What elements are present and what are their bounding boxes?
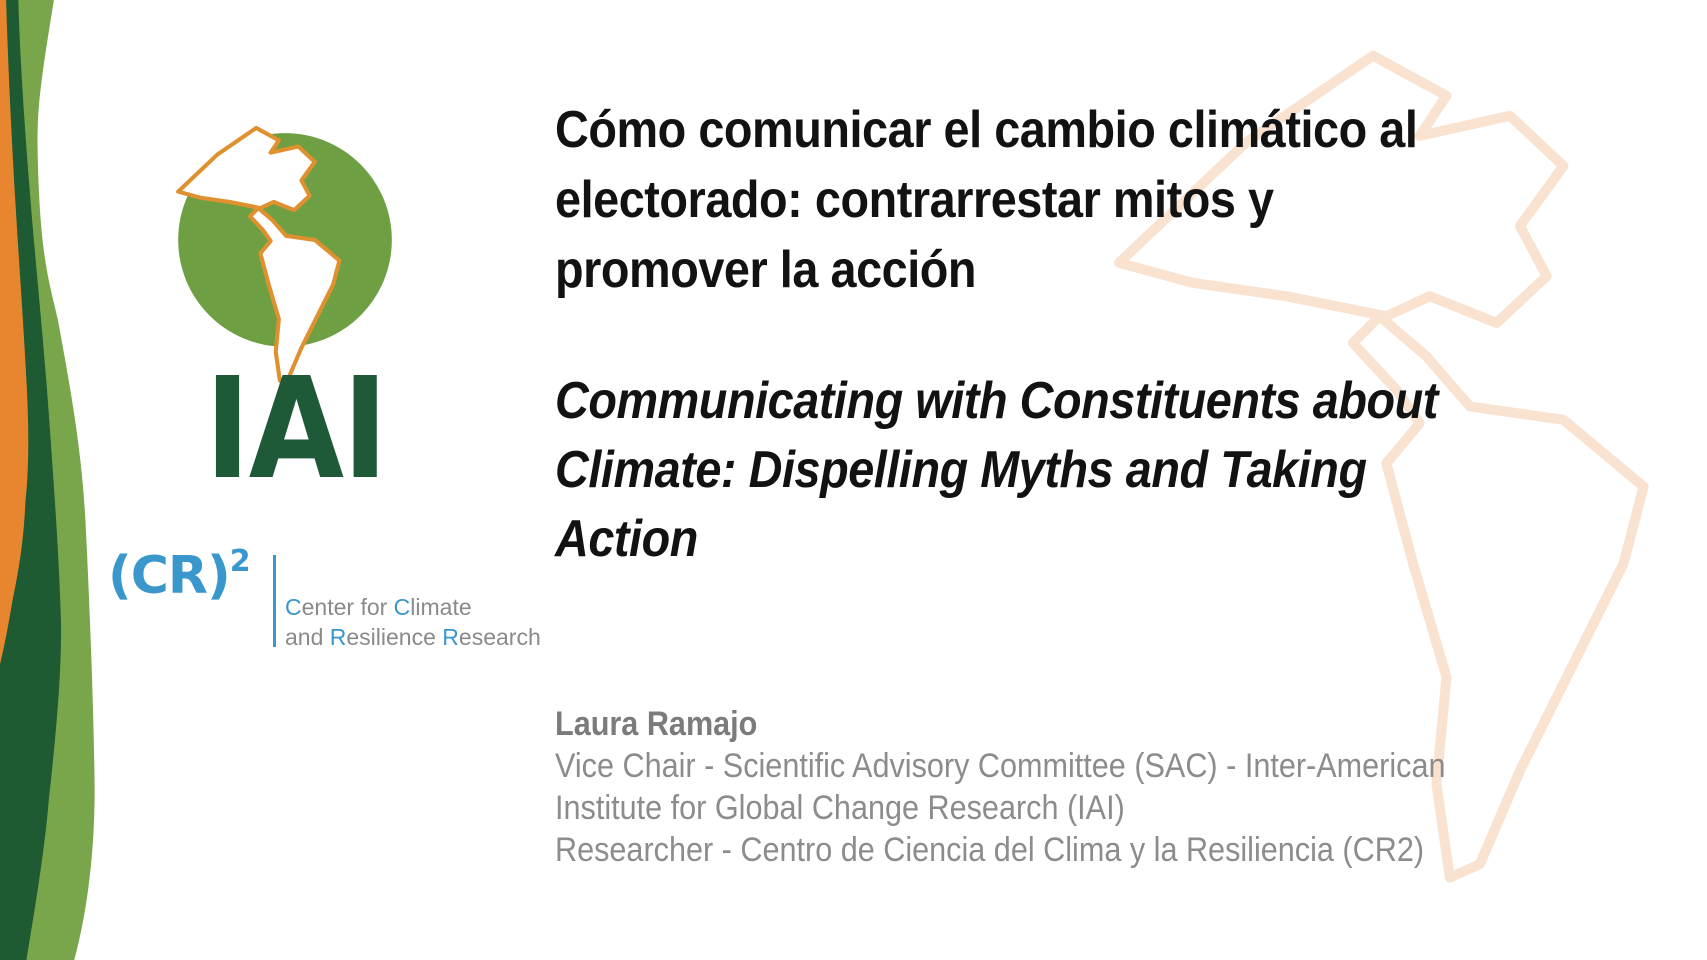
cr2-name-segment: esearch (458, 624, 541, 650)
cr2-name-segment: R (442, 624, 459, 650)
cr2-mark-base: (CR) (108, 546, 230, 606)
cr2-name-segment: enter for (301, 594, 394, 620)
cr2-name-segment: C (285, 594, 302, 620)
author-role-3: Researcher - Centro de Ciencia del Clima y la Resiliencia (CR2) (555, 831, 1425, 869)
cr2-name-segment: limate (410, 594, 472, 620)
left-decoration-swoosh (0, 0, 122, 960)
subtitle-line-2: Climate: Dispelling Myths and Taking (555, 441, 1367, 499)
cr2-name-line-2 (285, 622, 541, 652)
cr2-name-segment: C (393, 594, 411, 620)
author-name: Laura Ramajo (555, 705, 758, 743)
title-line-2: electorado: contrarrestar mitos y (555, 171, 1274, 229)
slide-subtitle-english (555, 367, 1438, 574)
author-role-1: Vice Chair - Scientific Advisory Committee (SAC) - Inter-American (555, 747, 1446, 785)
cr2-mark-exponent: 2 (229, 544, 251, 579)
title-line-1: Cómo comunicar el cambio climático al (555, 101, 1418, 159)
slide-title-spanish (555, 95, 1417, 305)
cr2-wordmark (108, 544, 251, 612)
cr2-name-segment: esilience (346, 624, 443, 650)
author-block (555, 703, 1445, 871)
cr2-logo (100, 544, 580, 658)
cr2-divider-line (273, 555, 276, 647)
title-line-3: promover la acción (555, 241, 977, 299)
cr2-name-line-1 (285, 592, 541, 622)
cr2-full-name (285, 592, 541, 652)
iai-globe-logo americas-globe-icon (172, 93, 398, 391)
iai-acronym-text: IAI (204, 348, 387, 511)
cr2-name-segment: and (285, 624, 330, 650)
author-role-2: Institute for Global Change Research (IAI) (555, 789, 1125, 827)
cr2-name-segment: R (329, 624, 347, 650)
subtitle-line-1: Communicating with Constituents about (555, 372, 1438, 430)
subtitle-line-3: Action (555, 510, 698, 568)
